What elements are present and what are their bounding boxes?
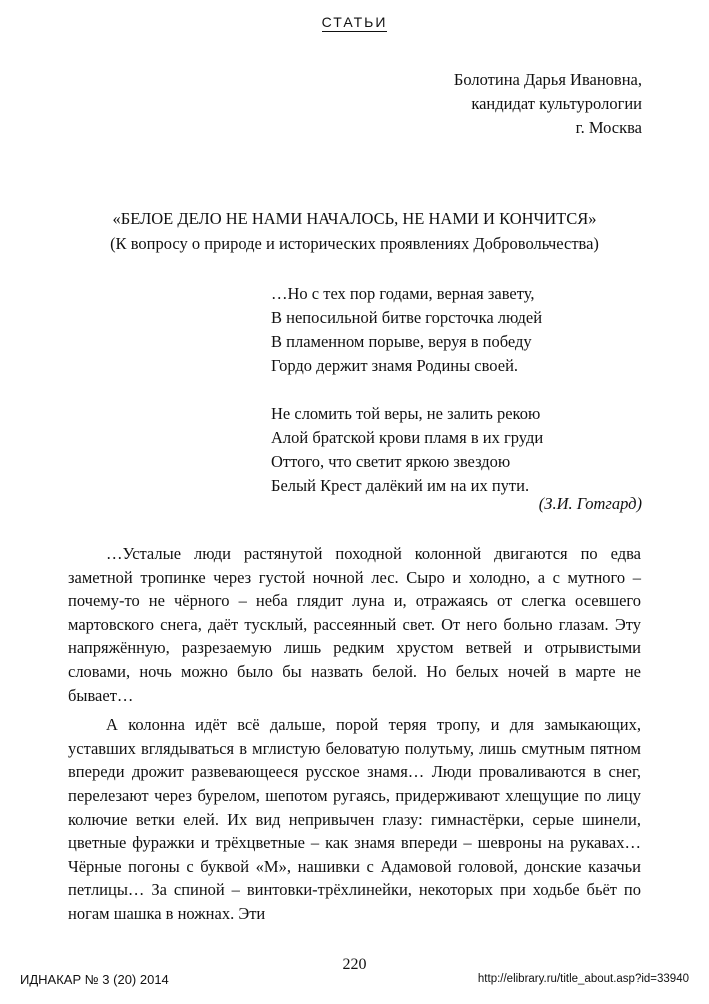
epigraph-line: …Но с тех пор годами, верная завету, xyxy=(271,284,535,303)
epigraph-line: В непосильной битве горсточка людей xyxy=(271,308,543,327)
epigraph-line: Оттого, что светит яркою звездою xyxy=(271,452,511,471)
article-title-block xyxy=(0,206,709,256)
author-city: г. Москва xyxy=(575,118,642,137)
author-block xyxy=(454,68,642,140)
article-body xyxy=(68,542,641,932)
source-url: http://elibrary.ru/title_about.asp?id=33940 xyxy=(477,973,689,985)
body-paragraph: …Усталые люди растянутой походной колонной двигаются по едва заметной тропинке через густой ночной лес. Сыро и холодно, а с мутного – почему-то не чёрного – неба глядит луна и, отражаясь от слегка осевшего мартовского снега, даёт тусклый, рассеянный свет. От него больно глазам. Эту напряжённую, разрезаемую лишь редким хрустом ветвей и отрывистыми словами, ночь можно было бы назвать белой. Но белых ночей в марте не бывает… xyxy=(68,544,641,705)
page-number: 220 xyxy=(342,956,367,973)
epigraph-line: Не сломить той веры, не залить рекою xyxy=(271,404,541,423)
epigraph-stanza xyxy=(271,402,543,498)
epigraph-line: Белый Крест далёкий им на их пути. xyxy=(271,476,530,495)
journal-issue: ИДНАКАР № 3 (20) 2014 xyxy=(20,972,169,987)
epigraph xyxy=(271,282,543,498)
author-degree: кандидат культурологии xyxy=(471,94,642,113)
epigraph-line: Гордо держит знамя Родины своей. xyxy=(271,356,519,375)
epigraph-stanza xyxy=(271,282,543,378)
article-subtitle: (К вопросу о природе и исторических проявлениях Добровольчества) xyxy=(110,234,599,253)
epigraph-author: (З.И. Готгард) xyxy=(538,494,642,513)
body-paragraph: А колонна идёт всё дальше, порой теряя тропу, и для замыкающих, уставших вглядываться в мглистую беловатую полутьму, лишь смутным пятном впереди дрожит развевающееся русское знамя… Люди проваливаются в снег, перелезают через бурелом, шепотом ругаясь, придерживают хлещущие по лицу колючие ветки елей. Их вид непривычен глазу: гимнастёрки, серые шинели, цветные фуражки и трёхцветные – как знамя впереди – шевроны на рукавах… Чёрные погоны с буквой «М», нашивки с Адамовой головой, донские казачьи петлицы… За спиной – винтовки-трёхлинейки, некоторых при ходьбе бьёт по ногам шашка в ножнах. Эти xyxy=(68,715,641,923)
author-name: Болотина Дарья Ивановна, xyxy=(453,70,642,89)
section-header xyxy=(0,14,709,30)
section-header-text: СТАТЬИ xyxy=(321,14,388,30)
epigraph-line: Алой братской крови пламя в их груди xyxy=(271,428,544,447)
article-title: «БЕЛОЕ ДЕЛО НЕ НАМИ НАЧАЛОСЬ, НЕ НАМИ И КОНЧИТСЯ» xyxy=(112,209,597,228)
epigraph-line: В пламенном порыве, веруя в победу xyxy=(271,332,532,351)
